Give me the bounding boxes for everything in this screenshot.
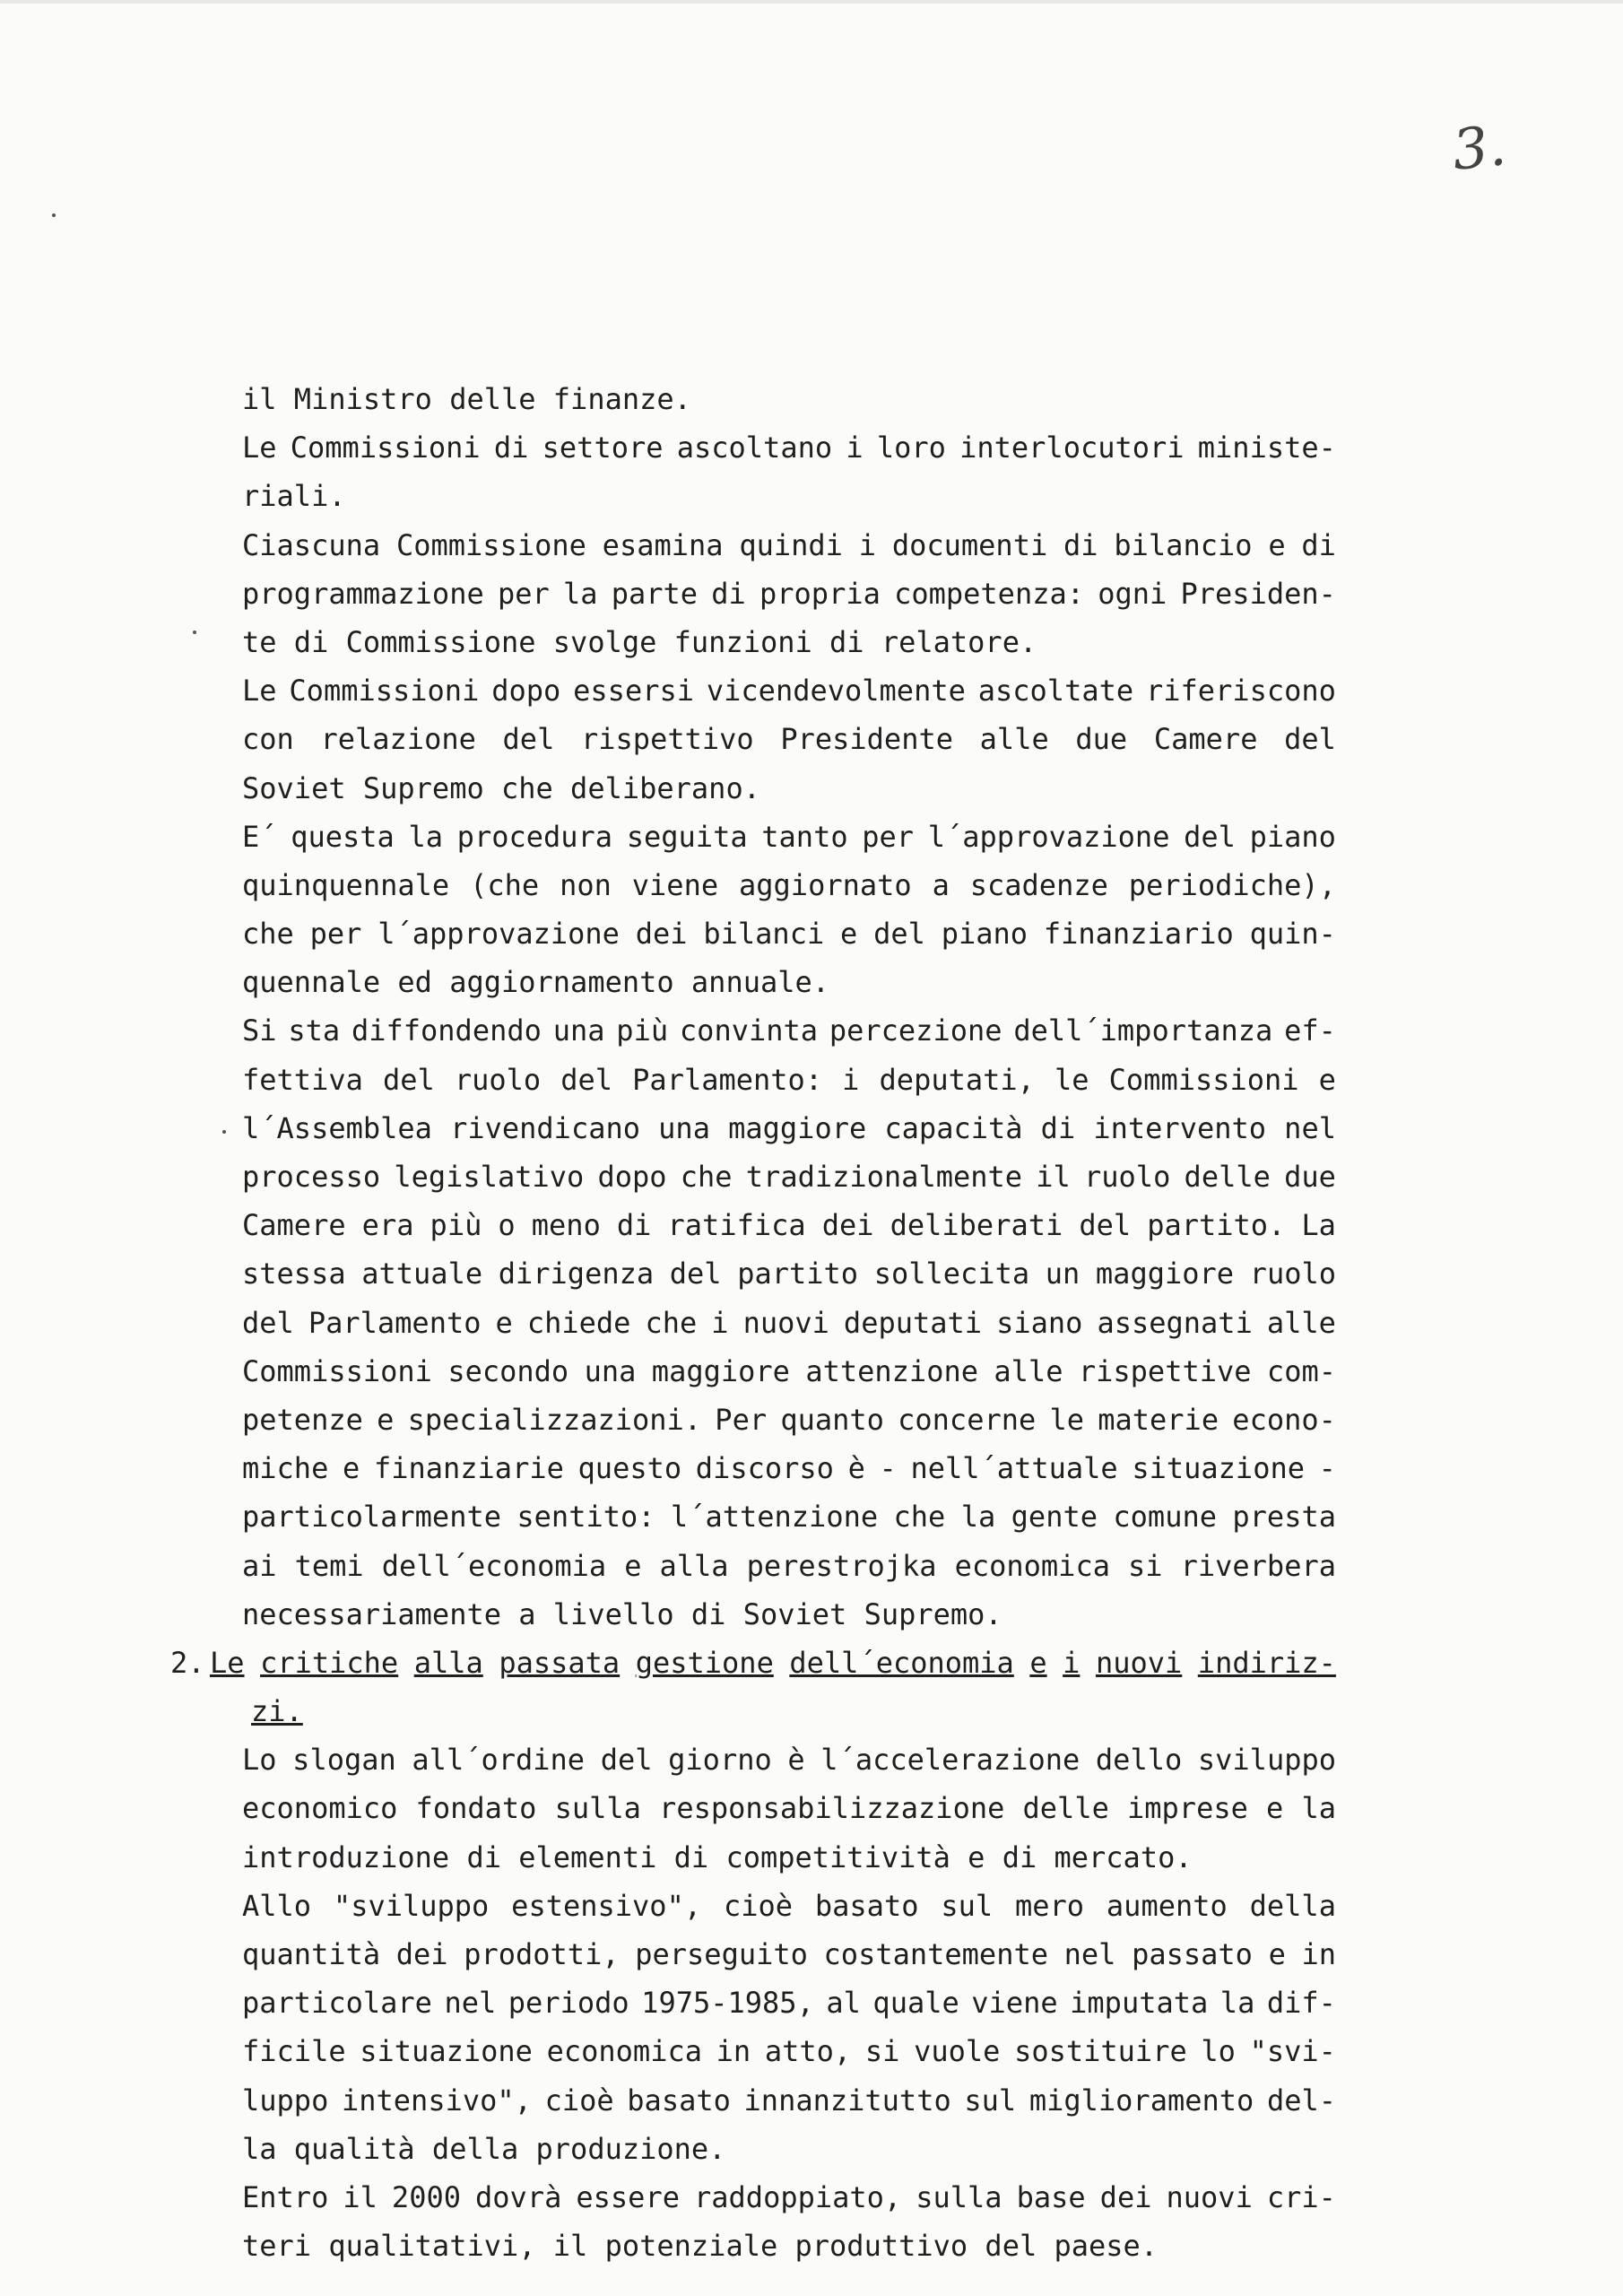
text-line: particolare nel periodo 1975-1985, al quale viene imputata la dif-: [242, 1986, 1336, 2021]
text-line: Soviet Supremo che deliberano.: [242, 770, 760, 805]
scan-edge: [0, 0, 1623, 4]
text-line: Le Commissioni di settore ascoltano i loro interlocutori ministe-: [242, 430, 1336, 465]
text-line: programmazione per la parte di propria competenza: ogni Presiden-: [242, 576, 1336, 611]
text-line: stessa attuale dirigenza del partito sollecita un maggiore ruolo: [242, 1257, 1336, 1292]
scan-speck: [193, 631, 196, 634]
text-line: E´ questa la procedura seguita tanto per l´approvazione del piano: [242, 819, 1336, 854]
text-line: Allo "sviluppo estensivo", cioè basato sul mero aumento della: [242, 1888, 1336, 1923]
section-body: [242, 1735, 1336, 2270]
text-line: con relazione del rispettivo Presidente alle due Camere del: [242, 722, 1336, 757]
text-line: necessariamente a livello di Soviet Supremo.: [242, 1596, 1002, 1631]
text-line: te di Commissione svolge funzioni di relatore.: [242, 624, 1037, 659]
section-heading: [170, 1639, 1336, 1735]
text-line: l´Assemblea rivendicano una maggiore capacità di intervento nel: [242, 1110, 1336, 1145]
text-line: petenze e specializzazioni. Per quanto concerne le materie econo-: [242, 1402, 1336, 1437]
text-line: Commissioni secondo una maggiore attenzione alle rispettive com-: [242, 1353, 1336, 1388]
text-line: processo legislativo dopo che tradizionalmente il ruolo delle due: [242, 1160, 1336, 1194]
text-line: quennale ed aggiornamento annuale.: [242, 965, 830, 1000]
text-line: Ciascuna Commissione esamina quindi i documenti di bilancio e di: [242, 527, 1336, 562]
text-line: che per l´approvazione dei bilanci e del piano finanziario quin-: [242, 917, 1336, 952]
text-line: fettiva del ruolo del Parlamento: i deputati, le Commissioni e: [242, 1062, 1336, 1097]
text-line: miche e finanziarie questo discorso è - nell´attuale situazione -: [242, 1451, 1336, 1486]
scan-speck: [52, 213, 56, 217]
text-line: quantità dei prodotti, perseguito costantemente nel passato e in: [242, 1937, 1336, 1971]
text-line: il Ministro delle finanze.: [242, 382, 691, 416]
document-body: [170, 375, 1336, 2270]
text-line: introduzione di elementi di competitività e di mercato.: [242, 1839, 1193, 1874]
heading-number: 2.: [170, 1645, 205, 1680]
text-line: ficile situazione economica in atto, si vuole sostituire lo "svi-: [242, 2034, 1336, 2069]
text-line: teri qualitativi, il potenziale produttivo del paese.: [242, 2229, 1159, 2264]
text-line: Si sta diffondendo una più convinta percezione dell´importanza ef-: [242, 1013, 1336, 1048]
heading-text-continued: zi.: [251, 1694, 303, 1729]
page-number: 3.: [1449, 112, 1509, 183]
heading-line: [242, 1687, 1336, 1735]
text-line: ai temi dell´economia e alla perestrojka economica si riverbera: [242, 1548, 1336, 1583]
text-line: particolarmente sentito: l´attenzione che la gente comune presta: [242, 1500, 1336, 1535]
text-line: Camere era più o meno di ratifica dei deliberati del partito. La: [242, 1208, 1336, 1243]
text-line: del Parlamento e chiede che i nuovi deputati siano assegnati alle: [242, 1305, 1336, 1340]
heading-line: [170, 1639, 1336, 1687]
text-line: quinquennale (che non viene aggiornato a scadenze periodiche),: [242, 867, 1336, 902]
heading-text: Le critiche alla passata gestione dell´economia e i nuovi indiriz-: [210, 1645, 1336, 1680]
paragraph-section: [242, 375, 1336, 1639]
text-line: luppo intensivo", cioè basato innanzitutto sul miglioramento del-: [242, 2083, 1336, 2118]
text-line: riali.: [242, 479, 346, 514]
text-line: la qualità della produzione.: [242, 2131, 726, 2166]
text-line: Le Commissioni dopo essersi vicendevolmente ascoltate riferiscono: [242, 674, 1336, 709]
text-line: Entro il 2000 dovrà essere raddoppiato, sulla base dei nuovi cri-: [242, 2179, 1336, 2214]
text-line: Lo slogan all´ordine del giorno è l´accelerazione dello sviluppo: [242, 1743, 1336, 1778]
text-line: economico fondato sulla responsabilizzazione delle imprese e la: [242, 1791, 1336, 1826]
scan-speck: [222, 1130, 226, 1134]
